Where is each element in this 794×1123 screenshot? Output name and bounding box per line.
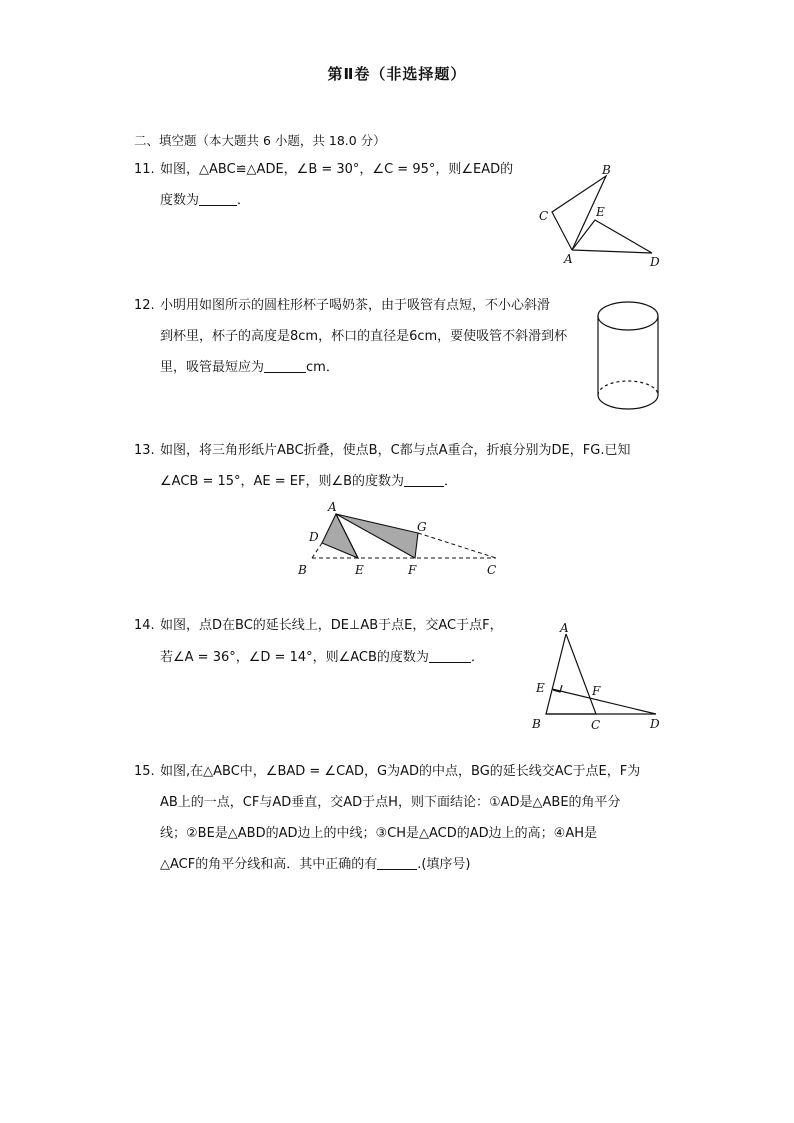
figure-label: D (650, 717, 660, 731)
section-header: 二、填空题（本大题共 6 小题，共 18.0 分） (134, 133, 386, 148)
figure-label: B (602, 163, 611, 177)
figure-label: B (298, 563, 307, 577)
question-number: 11. (134, 162, 155, 177)
question-number: 12. (134, 298, 155, 313)
question-number: 15. (134, 764, 155, 779)
question-text: ． (444, 474, 458, 489)
question-text-line (160, 857, 471, 873)
figure-label: A (564, 252, 573, 266)
figure-label: F (592, 684, 601, 698)
question-text-line: 如图，△ABC≌△ADE，∠B = 30°，∠C = 95°，则∠EAD的 (160, 162, 514, 177)
figure-label: E (596, 205, 605, 219)
question-text: 里，吸管最短应为 (160, 360, 265, 375)
question-text-line: 线；②BE是△ABD的AD边上的中线；③CH是△ACD的AD边上的高；④AH是 (160, 826, 597, 841)
figure-label: A (560, 621, 569, 635)
figure-label: B (532, 717, 541, 731)
question-text: ． (470, 650, 484, 665)
question-text: △ACF的角平分线和高．其中正确的有 (160, 857, 378, 872)
figure-label: E (536, 681, 545, 695)
figure-label: C (539, 209, 549, 223)
question-text: ∠ACB = 15°，AE = EF，则∠B的度数为 (160, 474, 405, 489)
figure-label: E (355, 563, 364, 577)
figure-label: C (487, 563, 497, 577)
question-text: ． (237, 193, 251, 208)
figure-label: D (650, 255, 660, 269)
question-text-line: 如图,在△ABC中，∠BAD = ∠CAD，G为AD的中点，BG的延长线交AC于点E，F为 (160, 764, 641, 779)
figure-label: A (328, 500, 337, 514)
figure-label: F (408, 563, 417, 577)
question-text: cm． (306, 360, 339, 375)
question-text: .(填序号) (417, 857, 471, 872)
figure-label: D (309, 530, 319, 544)
figure-label: C (591, 718, 601, 732)
question-text-line: 如图，点D在BC的延长线上，DE⊥AB于点E，交AC于点F， (160, 618, 503, 633)
question-text-line: 小明用如图所示的圆柱形杯子喝奶茶，由于吸管有点短，不小心斜滑 (160, 298, 551, 313)
question-number: 14. (134, 618, 155, 633)
question-text: 若∠A = 36°，∠D = 14°，则∠ACB的度数为 (160, 650, 429, 665)
figure-label: G (417, 520, 427, 534)
question-text-line: AB上的一点，CF与AD垂直，交AD于点H，则下面结论：①AD是△ABE的角平分 (160, 795, 621, 810)
question-text: 度数为 (160, 193, 200, 208)
question-text-line: 如图，将三角形纸片ABC折叠，使点B，C都与点A重合，折痕分别为DE，FG.已知 (160, 443, 631, 458)
question-number: 13. (134, 443, 155, 458)
question-text-line: 到杯里，杯子的高度是8cm，杯口的直径是6cm，要使吸管不斜滑到杯 (160, 329, 568, 344)
page-title: 第Ⅱ卷（非选择题） (327, 65, 467, 83)
answer-blank[interactable] (377, 857, 417, 870)
